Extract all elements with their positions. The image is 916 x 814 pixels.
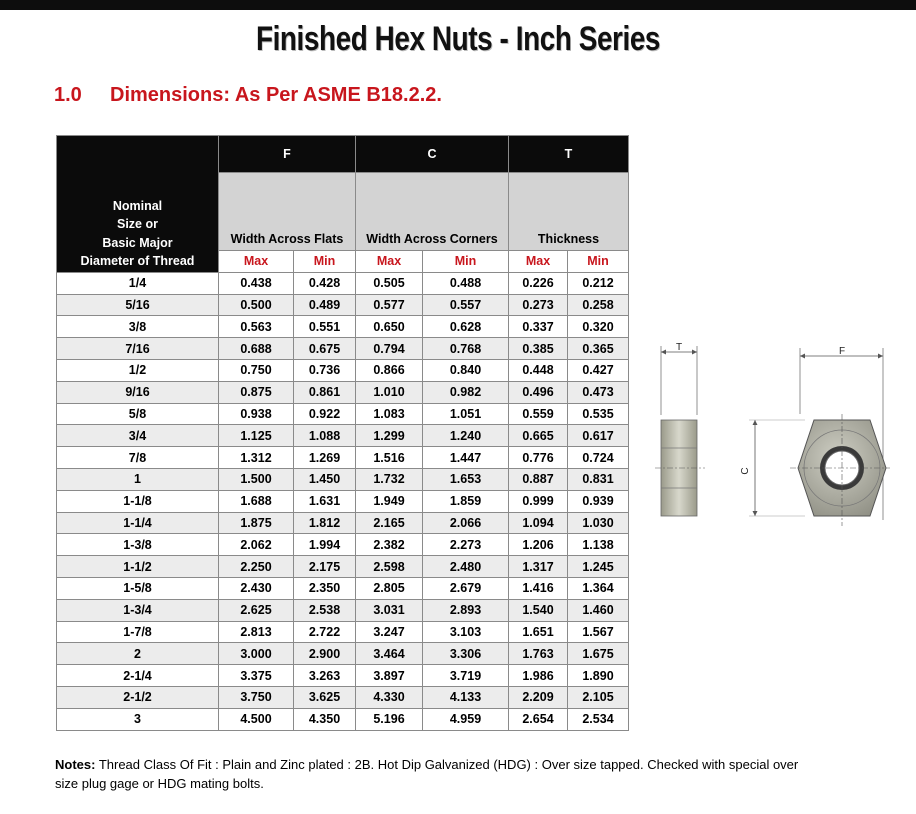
dimension-cell: 2.722 bbox=[294, 621, 356, 643]
table-row bbox=[57, 556, 629, 578]
dimension-cell: 2.625 bbox=[219, 599, 294, 621]
dimension-cell: 0.999 bbox=[509, 490, 568, 512]
dimension-cell: 1.859 bbox=[423, 490, 509, 512]
dimension-cell: 0.922 bbox=[294, 403, 356, 425]
nominal-size-cell: 1-1/2 bbox=[57, 556, 219, 578]
header-line: Nominal bbox=[112, 198, 163, 213]
dimension-cell: 0.887 bbox=[509, 468, 568, 490]
dimension-cell: 0.675 bbox=[294, 338, 356, 360]
nominal-size-cell: 1 bbox=[57, 468, 219, 490]
dimension-cell: 0.563 bbox=[219, 316, 294, 338]
dimension-cell: 2.598 bbox=[356, 556, 423, 578]
dimension-cell: 0.665 bbox=[509, 425, 568, 447]
nominal-size-cell: 2 bbox=[57, 643, 219, 665]
label-f: F bbox=[838, 346, 846, 357]
dimension-cell: 0.428 bbox=[294, 272, 356, 294]
dimension-cell: 1.240 bbox=[423, 425, 509, 447]
nominal-size-cell: 5/8 bbox=[57, 403, 219, 425]
dimension-cell: 0.750 bbox=[219, 359, 294, 381]
dimension-cell: 3.719 bbox=[423, 665, 509, 687]
dimension-cell: 2.175 bbox=[294, 556, 356, 578]
nominal-size-cell: 1-3/8 bbox=[57, 534, 219, 556]
dimension-cell: 0.473 bbox=[568, 381, 629, 403]
dimension-cell: 0.577 bbox=[356, 294, 423, 316]
dimension-cell: 3.306 bbox=[423, 643, 509, 665]
dimension-cell: 2.382 bbox=[356, 534, 423, 556]
nominal-size-cell: 2-1/4 bbox=[57, 665, 219, 687]
table-row bbox=[57, 686, 629, 708]
table-row bbox=[57, 403, 629, 425]
dimension-cell: 1.312 bbox=[219, 447, 294, 469]
top-rule bbox=[0, 0, 916, 10]
dimension-cell: 0.226 bbox=[509, 272, 568, 294]
nominal-size-cell: 1-1/4 bbox=[57, 512, 219, 534]
dimension-cell: 1.450 bbox=[294, 468, 356, 490]
dimension-cell: 1.516 bbox=[356, 447, 423, 469]
dimension-cell: 1.010 bbox=[356, 381, 423, 403]
dimension-cell: 2.480 bbox=[423, 556, 509, 578]
dimension-cell: 1.875 bbox=[219, 512, 294, 534]
dimension-cell: 0.938 bbox=[219, 403, 294, 425]
dimension-cell: 2.066 bbox=[423, 512, 509, 534]
dimension-cell: 1.763 bbox=[509, 643, 568, 665]
dimension-cell: 2.679 bbox=[423, 577, 509, 599]
group-label-thickness: Thickness bbox=[509, 173, 629, 251]
dimension-cell: 0.489 bbox=[294, 294, 356, 316]
max-header: Max bbox=[219, 251, 294, 273]
dimension-cell: 0.736 bbox=[294, 359, 356, 381]
dimension-cell: 0.794 bbox=[356, 338, 423, 360]
dimension-cell: 1.083 bbox=[356, 403, 423, 425]
dimension-cell: 1.986 bbox=[509, 665, 568, 687]
group-code-f: F bbox=[219, 136, 356, 173]
table-row bbox=[57, 643, 629, 665]
dimension-cell: 0.438 bbox=[219, 272, 294, 294]
notes-text: Thread Class Of Fit : Plain and Zinc plated : 2B. Hot Dip Galvanized (HDG) : Over size tapped. Checked with special over size plug gage or HDG mating bolts. bbox=[55, 757, 799, 791]
dimension-cell: 0.385 bbox=[509, 338, 568, 360]
section-title: Dimensions: As Per ASME B18.2.2. bbox=[110, 84, 442, 106]
dimension-cell: 0.273 bbox=[509, 294, 568, 316]
dimension-cell: 0.688 bbox=[219, 338, 294, 360]
dimension-cell: 1.364 bbox=[568, 577, 629, 599]
label-t: T bbox=[675, 342, 683, 353]
nominal-size-cell: 1-3/4 bbox=[57, 599, 219, 621]
dimension-cell: 2.893 bbox=[423, 599, 509, 621]
dimension-cell: 2.062 bbox=[219, 534, 294, 556]
dimension-cell: 0.500 bbox=[219, 294, 294, 316]
table-row bbox=[57, 621, 629, 643]
dimension-cell: 2.900 bbox=[294, 643, 356, 665]
table-row bbox=[57, 577, 629, 599]
dimension-cell: 0.496 bbox=[509, 381, 568, 403]
dimension-cell: 1.030 bbox=[568, 512, 629, 534]
table-row bbox=[57, 294, 629, 316]
group-code-t: T bbox=[509, 136, 629, 173]
dimension-cell: 0.559 bbox=[509, 403, 568, 425]
min-header: Min bbox=[568, 251, 629, 273]
dimension-cell: 0.628 bbox=[423, 316, 509, 338]
dimension-cell: 2.813 bbox=[219, 621, 294, 643]
dimension-cell: 1.500 bbox=[219, 468, 294, 490]
dimension-cell: 1.651 bbox=[509, 621, 568, 643]
dimension-cell: 0.861 bbox=[294, 381, 356, 403]
dimension-cell: 0.365 bbox=[568, 338, 629, 360]
dimension-cell: 0.551 bbox=[294, 316, 356, 338]
side-view bbox=[655, 342, 705, 516]
dimension-cell: 0.840 bbox=[423, 359, 509, 381]
dimension-cell: 1.890 bbox=[568, 665, 629, 687]
dimension-cell: 0.535 bbox=[568, 403, 629, 425]
dimension-cell: 0.258 bbox=[568, 294, 629, 316]
dimension-cell: 2.430 bbox=[219, 577, 294, 599]
dimension-cell: 1.088 bbox=[294, 425, 356, 447]
table-row bbox=[57, 359, 629, 381]
dimension-cell: 1.245 bbox=[568, 556, 629, 578]
dimension-cell: 1.688 bbox=[219, 490, 294, 512]
dimension-cell: 4.133 bbox=[423, 686, 509, 708]
section-number: 1.0 bbox=[54, 84, 82, 106]
min-header: Min bbox=[294, 251, 356, 273]
dimension-cell: 1.540 bbox=[509, 599, 568, 621]
dimension-cell: 1.269 bbox=[294, 447, 356, 469]
max-header: Max bbox=[509, 251, 568, 273]
nominal-size-cell: 1-1/8 bbox=[57, 490, 219, 512]
dimensions-table bbox=[56, 135, 629, 731]
dimension-cell: 0.557 bbox=[423, 294, 509, 316]
max-header: Max bbox=[356, 251, 423, 273]
dimension-cell: 1.949 bbox=[356, 490, 423, 512]
dimension-cell: 3.625 bbox=[294, 686, 356, 708]
nominal-size-cell: 3/4 bbox=[57, 425, 219, 447]
front-view bbox=[740, 346, 890, 526]
dimension-cell: 2.273 bbox=[423, 534, 509, 556]
group-code-c: C bbox=[356, 136, 509, 173]
nominal-size-cell: 2-1/2 bbox=[57, 686, 219, 708]
dimension-cell: 4.500 bbox=[219, 708, 294, 730]
min-header: Min bbox=[423, 251, 509, 273]
dimension-cell: 1.125 bbox=[219, 425, 294, 447]
dimension-cell: 2.538 bbox=[294, 599, 356, 621]
dimension-cell: 0.448 bbox=[509, 359, 568, 381]
dimension-cell: 0.776 bbox=[509, 447, 568, 469]
nominal-size-cell: 3/8 bbox=[57, 316, 219, 338]
dimension-cell: 1.138 bbox=[568, 534, 629, 556]
dimension-cell: 0.831 bbox=[568, 468, 629, 490]
nominal-size-cell: 1-7/8 bbox=[57, 621, 219, 643]
dimension-cell: 4.330 bbox=[356, 686, 423, 708]
dimension-cell: 2.654 bbox=[509, 708, 568, 730]
notes bbox=[55, 755, 815, 793]
dimension-cell: 0.427 bbox=[568, 359, 629, 381]
page-title: Finished Hex Nuts - Inch Series bbox=[255, 20, 661, 58]
dimension-cell: 3.000 bbox=[219, 643, 294, 665]
table-row bbox=[57, 534, 629, 556]
nominal-size-cell: 1/4 bbox=[57, 272, 219, 294]
dimension-cell: 1.994 bbox=[294, 534, 356, 556]
dimension-cell: 1.675 bbox=[568, 643, 629, 665]
dimension-cell: 2.105 bbox=[568, 686, 629, 708]
dimension-cell: 5.196 bbox=[356, 708, 423, 730]
dimension-cell: 2.165 bbox=[356, 512, 423, 534]
dimension-cell: 1.447 bbox=[423, 447, 509, 469]
nominal-size-cell: 9/16 bbox=[57, 381, 219, 403]
dimension-cell: 0.875 bbox=[219, 381, 294, 403]
table-row bbox=[57, 272, 629, 294]
dimension-cell: 1.206 bbox=[509, 534, 568, 556]
table-row bbox=[57, 708, 629, 730]
group-label-width-across-corners: Width Across Corners bbox=[356, 173, 509, 251]
table-row bbox=[57, 338, 629, 360]
nominal-size-cell: 3 bbox=[57, 708, 219, 730]
nominal-size-cell: 7/8 bbox=[57, 447, 219, 469]
dimension-cell: 1.299 bbox=[356, 425, 423, 447]
dimension-cell: 0.617 bbox=[568, 425, 629, 447]
table-row bbox=[57, 425, 629, 447]
header-line: Basic Major bbox=[102, 235, 173, 250]
dimension-cell: 0.488 bbox=[423, 272, 509, 294]
dimension-cell: 1.812 bbox=[294, 512, 356, 534]
dimension-cell: 1.094 bbox=[509, 512, 568, 534]
dimension-cell: 2.250 bbox=[219, 556, 294, 578]
header-line: Diameter of Thread bbox=[80, 254, 195, 269]
dimension-cell: 2.534 bbox=[568, 708, 629, 730]
dimension-cell: 3.750 bbox=[219, 686, 294, 708]
section-heading bbox=[54, 84, 442, 107]
dimension-cell: 0.337 bbox=[509, 316, 568, 338]
nominal-size-cell: 1/2 bbox=[57, 359, 219, 381]
dimension-cell: 3.031 bbox=[356, 599, 423, 621]
dimension-cell: 3.464 bbox=[356, 643, 423, 665]
dimension-cell: 1.567 bbox=[568, 621, 629, 643]
dimension-cell: 1.317 bbox=[509, 556, 568, 578]
dimension-cell: 0.650 bbox=[356, 316, 423, 338]
nominal-size-header bbox=[57, 136, 219, 273]
nominal-size-cell: 5/16 bbox=[57, 294, 219, 316]
nominal-size-cell: 1-5/8 bbox=[57, 577, 219, 599]
dimension-cell: 1.631 bbox=[294, 490, 356, 512]
hex-nut-drawing bbox=[645, 340, 890, 530]
dimension-cell: 2.209 bbox=[509, 686, 568, 708]
table-row bbox=[57, 512, 629, 534]
dimension-cell: 3.247 bbox=[356, 621, 423, 643]
dimension-cell: 1.732 bbox=[356, 468, 423, 490]
table-row bbox=[57, 665, 629, 687]
dimension-cell: 3.375 bbox=[219, 665, 294, 687]
dimension-cell: 0.982 bbox=[423, 381, 509, 403]
table-row bbox=[57, 468, 629, 490]
group-label-width-across-flats: Width Across Flats bbox=[219, 173, 356, 251]
dimension-cell: 3.897 bbox=[356, 665, 423, 687]
dimension-cell: 0.320 bbox=[568, 316, 629, 338]
dimension-cell: 0.939 bbox=[568, 490, 629, 512]
table-row bbox=[57, 447, 629, 469]
dimension-cell: 0.724 bbox=[568, 447, 629, 469]
dimension-cell: 1.416 bbox=[509, 577, 568, 599]
table-row bbox=[57, 316, 629, 338]
dimension-cell: 0.505 bbox=[356, 272, 423, 294]
dimension-cell: 0.866 bbox=[356, 359, 423, 381]
dimension-cell: 0.768 bbox=[423, 338, 509, 360]
table-row bbox=[57, 599, 629, 621]
dimension-cell: 1.051 bbox=[423, 403, 509, 425]
label-c: C bbox=[740, 467, 751, 475]
nominal-size-cell: 7/16 bbox=[57, 338, 219, 360]
dimension-cell: 1.460 bbox=[568, 599, 629, 621]
dimension-cell: 0.212 bbox=[568, 272, 629, 294]
dimension-cell: 4.350 bbox=[294, 708, 356, 730]
header-line: Size or bbox=[117, 217, 158, 232]
dimension-cell: 3.263 bbox=[294, 665, 356, 687]
notes-label: Notes: bbox=[55, 757, 96, 772]
dimension-cell: 1.653 bbox=[423, 468, 509, 490]
dimension-cell: 3.103 bbox=[423, 621, 509, 643]
table-row bbox=[57, 381, 629, 403]
dimension-cell: 2.805 bbox=[356, 577, 423, 599]
dimension-cell: 2.350 bbox=[294, 577, 356, 599]
table-row bbox=[57, 490, 629, 512]
dimension-cell: 4.959 bbox=[423, 708, 509, 730]
